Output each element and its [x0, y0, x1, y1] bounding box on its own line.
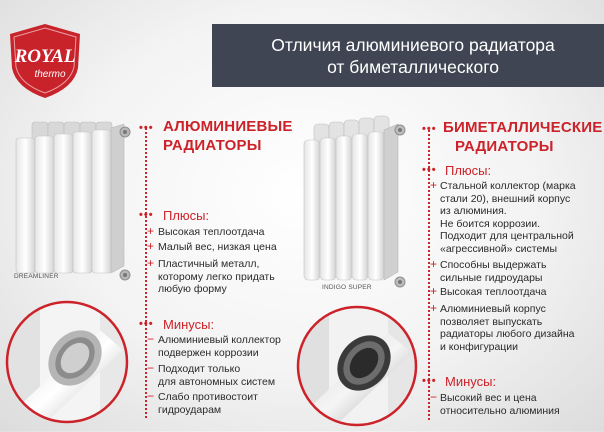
line: Алюминиевый корпус: [440, 303, 546, 315]
bimetal-title-line2: РАДИАТОРЫ: [455, 138, 554, 155]
line: Высокая теплоотдача: [440, 286, 547, 298]
header-title-line2: от биметаллического: [327, 57, 499, 77]
aluminium-radiator-image: [12, 110, 137, 285]
bullet: +: [147, 239, 155, 253]
line: Малый вес, низкая цена: [158, 241, 277, 253]
aluminium-pro-1: [158, 226, 264, 239]
line: любую форму: [158, 283, 227, 295]
line: Способны выдержать: [440, 259, 547, 271]
header-banner: [212, 24, 604, 87]
line: которому легко придать: [158, 270, 275, 283]
bimetal-pro-1: [440, 180, 576, 255]
right-cons-dots: •••: [422, 375, 437, 387]
line: относительно алюминия: [440, 404, 560, 417]
bullet: −: [147, 332, 155, 346]
bimetal-model-label: INDIGO SUPER: [322, 284, 372, 291]
bullet: −: [147, 361, 155, 375]
bullet: +: [430, 257, 438, 271]
line: радиаторы любого дизайна: [440, 328, 575, 340]
aluminium-con-1: [158, 334, 281, 359]
line: Пластичный металл,: [158, 258, 260, 270]
bullet: −: [147, 389, 155, 403]
bimetal-cons-title: Минусы:: [445, 374, 497, 389]
bullet: +: [147, 224, 155, 238]
aluminium-pro-3: [158, 258, 275, 296]
aluminium-model-label: DREAMLINER: [14, 273, 59, 280]
bimetal-title: [443, 118, 602, 156]
svg-text:thermo: thermo: [34, 69, 66, 80]
right-pros-dots: •••: [422, 164, 437, 176]
bimetal-radiator-image: [300, 112, 418, 297]
aluminium-title-line2: РАДИАТОРЫ: [163, 137, 262, 154]
bimetal-con-1: [440, 392, 560, 417]
line: Стальной коллектор (марка: [440, 180, 576, 192]
bimetal-pro-3: [440, 286, 546, 299]
line: из алюминия.: [440, 205, 507, 217]
bimetal-pro-4: [440, 303, 574, 353]
bullet: +: [147, 256, 155, 270]
left-title-dots: •••: [139, 122, 154, 134]
line: для автономных систем: [158, 375, 276, 388]
bimetal-pros-title: Плюсы:: [445, 163, 492, 178]
aluminium-cutaway-image: [5, 300, 129, 424]
aluminium-cons-title: Минусы:: [163, 317, 215, 332]
aluminium-con-3: [158, 391, 258, 416]
line: Слабо противостоит: [158, 391, 258, 403]
bimetal-pro-2: [440, 259, 546, 284]
line: Не боится коррозии.: [440, 217, 541, 230]
line: «агрессивной» системы: [440, 242, 558, 255]
aluminium-pros-title: Плюсы:: [163, 208, 210, 223]
header-title-line1: Отличия алюминиевого радиатора: [271, 35, 555, 55]
line: и конфигурации: [440, 340, 519, 353]
line: Высокий вес и цена: [440, 392, 537, 404]
left-cons-dots: •••: [139, 318, 154, 330]
line: Алюминиевый коллектор: [158, 334, 281, 346]
line: стали 20), внешний корпус: [440, 192, 571, 205]
left-pros-dots: •••: [139, 209, 154, 221]
line: подвержен коррозии: [158, 346, 259, 359]
bullet: +: [430, 301, 438, 315]
bimetal-cutaway-image: [296, 305, 418, 427]
svg-text:ROYAL: ROYAL: [14, 46, 76, 67]
aluminium-pro-2: [158, 241, 277, 254]
aluminium-title: [163, 117, 293, 155]
line: Подходит для центральной: [440, 230, 574, 242]
bimetal-title-line1: БИМЕТАЛЛИЧЕСКИЕ: [443, 119, 603, 136]
aluminium-title-line1: АЛЮМИНИЕВЫЕ: [163, 118, 293, 135]
line: Высокая теплоотдача: [158, 226, 265, 238]
bullet: +: [430, 284, 438, 298]
bullet: +: [430, 178, 438, 192]
line: сильные гидроудары: [440, 271, 543, 284]
line: Подходит только: [158, 363, 241, 375]
aluminium-con-2: [158, 363, 275, 388]
line: гидроударам: [158, 403, 222, 416]
royal-thermo-logo: [6, 22, 84, 100]
line: позволяет выпускать: [440, 315, 543, 328]
bullet: −: [430, 390, 438, 404]
right-title-dots: •••: [422, 123, 437, 135]
